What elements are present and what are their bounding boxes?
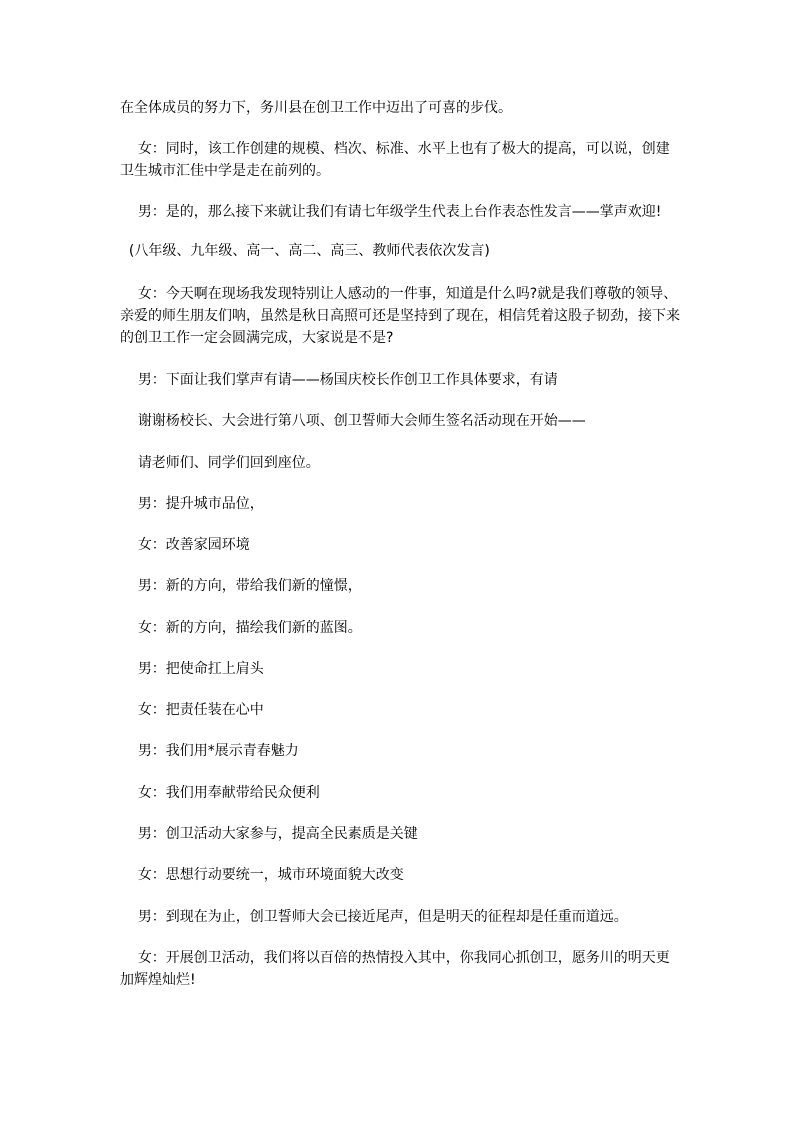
paragraph-4: (八年级、九年级、高一、高二、高三、教师代表依次发言) bbox=[120, 243, 490, 259]
paragraph-11: 男：新的方向，带给我们新的憧憬， bbox=[120, 578, 362, 594]
paragraph-10: 女：改善家园环境 bbox=[120, 537, 250, 553]
paragraph-13: 男：把使命扛上肩头 bbox=[120, 661, 264, 677]
paragraph-2: 女：同时，该工作创建的规模、档次、标准、水平上也有了极大的提高，可以说，创建卫生城市汇佳中学是走在前列的。 bbox=[120, 141, 670, 179]
paragraph-17: 男：创卫活动大家参与，提高全民素质是关键 bbox=[120, 826, 418, 842]
paragraph-8: 请老师们、同学们回到座位。 bbox=[120, 455, 320, 471]
paragraph-12: 女：新的方向，描绘我们新的蓝图。 bbox=[120, 620, 362, 636]
paragraph-16: 女：我们用奉献带给民众便利 bbox=[120, 785, 320, 801]
paragraph-15: 男：我们用*展示青春魅力 bbox=[120, 743, 299, 759]
paragraph-3: 男：是的，那么接下来就让我们有请七年级学生代表上台作表态性发言——掌声欢迎! bbox=[120, 204, 662, 220]
paragraph-9: 男：提升城市品位， bbox=[120, 496, 264, 512]
paragraph-1: 在全体成员的努力下，务川县在创卫工作中迈出了可喜的步伐。 bbox=[120, 100, 512, 116]
paragraph-7: 谢谢杨校长、大会进行第八项、创卫誓师大会师生签名活动现在开始—— bbox=[120, 413, 586, 429]
paragraph-14: 女：把责任装在心中 bbox=[120, 702, 264, 718]
paragraph-20: 女：开展创卫活动，我们将以百倍的热情投入其中，你我同心抓创卫，愿务川的明天更加辉煌灿烂! bbox=[120, 950, 670, 988]
paragraph-6: 男：下面让我们掌声有请——杨国庆校长作创卫工作具体要求，有请 bbox=[120, 372, 558, 388]
paragraph-5: 女：今天啊在现场我发现特别让人感动的一件事，知道是什么吗?就是我们尊敬的领导、亲爱的师生朋友们呐，虽然是秋日高照可还是坚持到了现在，相信凭着这股子韧劲，接下来的创卫工作一定会圆满完成，大家说是不是? bbox=[120, 286, 680, 346]
paragraph-18: 女：思想行动要统一，城市环境面貌大改变 bbox=[120, 867, 404, 883]
paragraph-19: 男：到现在为止，创卫誓师大会已接近尾声，但是明天的征程却是任重而道远。 bbox=[120, 909, 628, 925]
